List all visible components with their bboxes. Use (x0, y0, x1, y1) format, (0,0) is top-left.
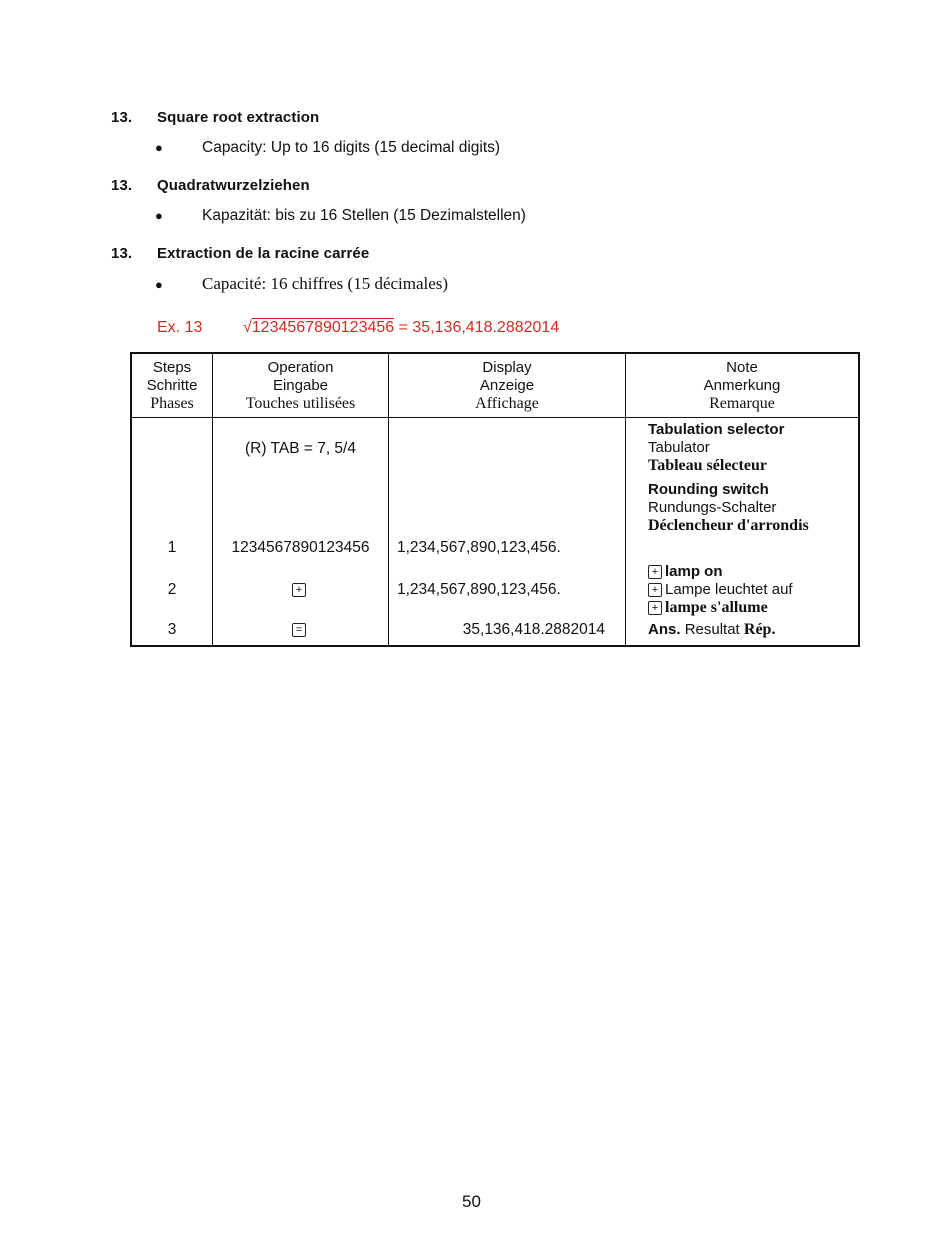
table-row (131, 557, 859, 617)
header-display: Display Anzeige Affichage (389, 353, 626, 418)
step-number: 3 (131, 617, 213, 646)
table-row (131, 535, 859, 557)
example-result: = 35,136,418.2882014 (398, 319, 560, 336)
capacity-bullet-fr: ● Capacité: 16 chiffres (15 décimales) (155, 274, 449, 293)
equals-key-icon: = (292, 623, 306, 637)
setup-note: Tabulation selector Tabulator Tableau sélecteur Rounding switch Rundungs-Schalter Déclencheur d'arrondis (626, 418, 860, 536)
header-note: Note Anmerkung Remarque (626, 353, 860, 418)
bullet-icon: ● (155, 208, 163, 223)
step-display: 35,136,418.2882014 (389, 617, 626, 646)
steps-table (130, 352, 860, 647)
plus-key-icon: + (292, 583, 306, 597)
section-heading-de: 13. Quadratwurzelziehen (111, 177, 310, 194)
table-row (131, 617, 859, 646)
example-label: Ex. 13 (157, 319, 203, 336)
step-note: + lamp on + Lampe leuchtet auf + lampe s'allume (626, 557, 860, 617)
section-heading-fr: 13. Extraction de la racine carrée (111, 245, 370, 262)
bullet-icon: ● (155, 140, 163, 155)
header-operation: Operation Eingabe Touches utilisées (213, 353, 389, 418)
capacity-bullet-de: ● Kapazität: bis zu 16 Stellen (15 Dezimalstellen) (155, 207, 526, 224)
example-line (157, 319, 559, 337)
setup-operation: (R) TAB = 7, 5/4 (213, 418, 389, 536)
header-steps: Steps Schritte Phases (131, 353, 213, 418)
table-row (131, 418, 859, 536)
radical-sign: √ (243, 319, 252, 336)
plus-key-icon: + (648, 565, 662, 579)
plus-key-icon: + (648, 601, 662, 615)
table-header-row (131, 353, 859, 418)
capacity-bullet-en: ● Capacity: Up to 16 digits (15 decimal digits) (155, 139, 501, 156)
step-display: 1,234,567,890,123,456. (389, 557, 626, 617)
step-number: 2 (131, 557, 213, 617)
plus-key-icon: + (648, 583, 662, 597)
example-radicand: 1234567890123456 (251, 319, 395, 336)
step-operation: 1234567890123456 (213, 535, 389, 557)
section-heading-en: 13. Square root extraction (111, 109, 320, 126)
bullet-icon: ● (155, 277, 163, 292)
step-number: 1 (131, 535, 213, 557)
step-display: 1,234,567,890,123,456. (389, 535, 626, 557)
step-note: Ans. Resultat Rép. (626, 617, 860, 646)
page-number: 50 (462, 1192, 481, 1211)
